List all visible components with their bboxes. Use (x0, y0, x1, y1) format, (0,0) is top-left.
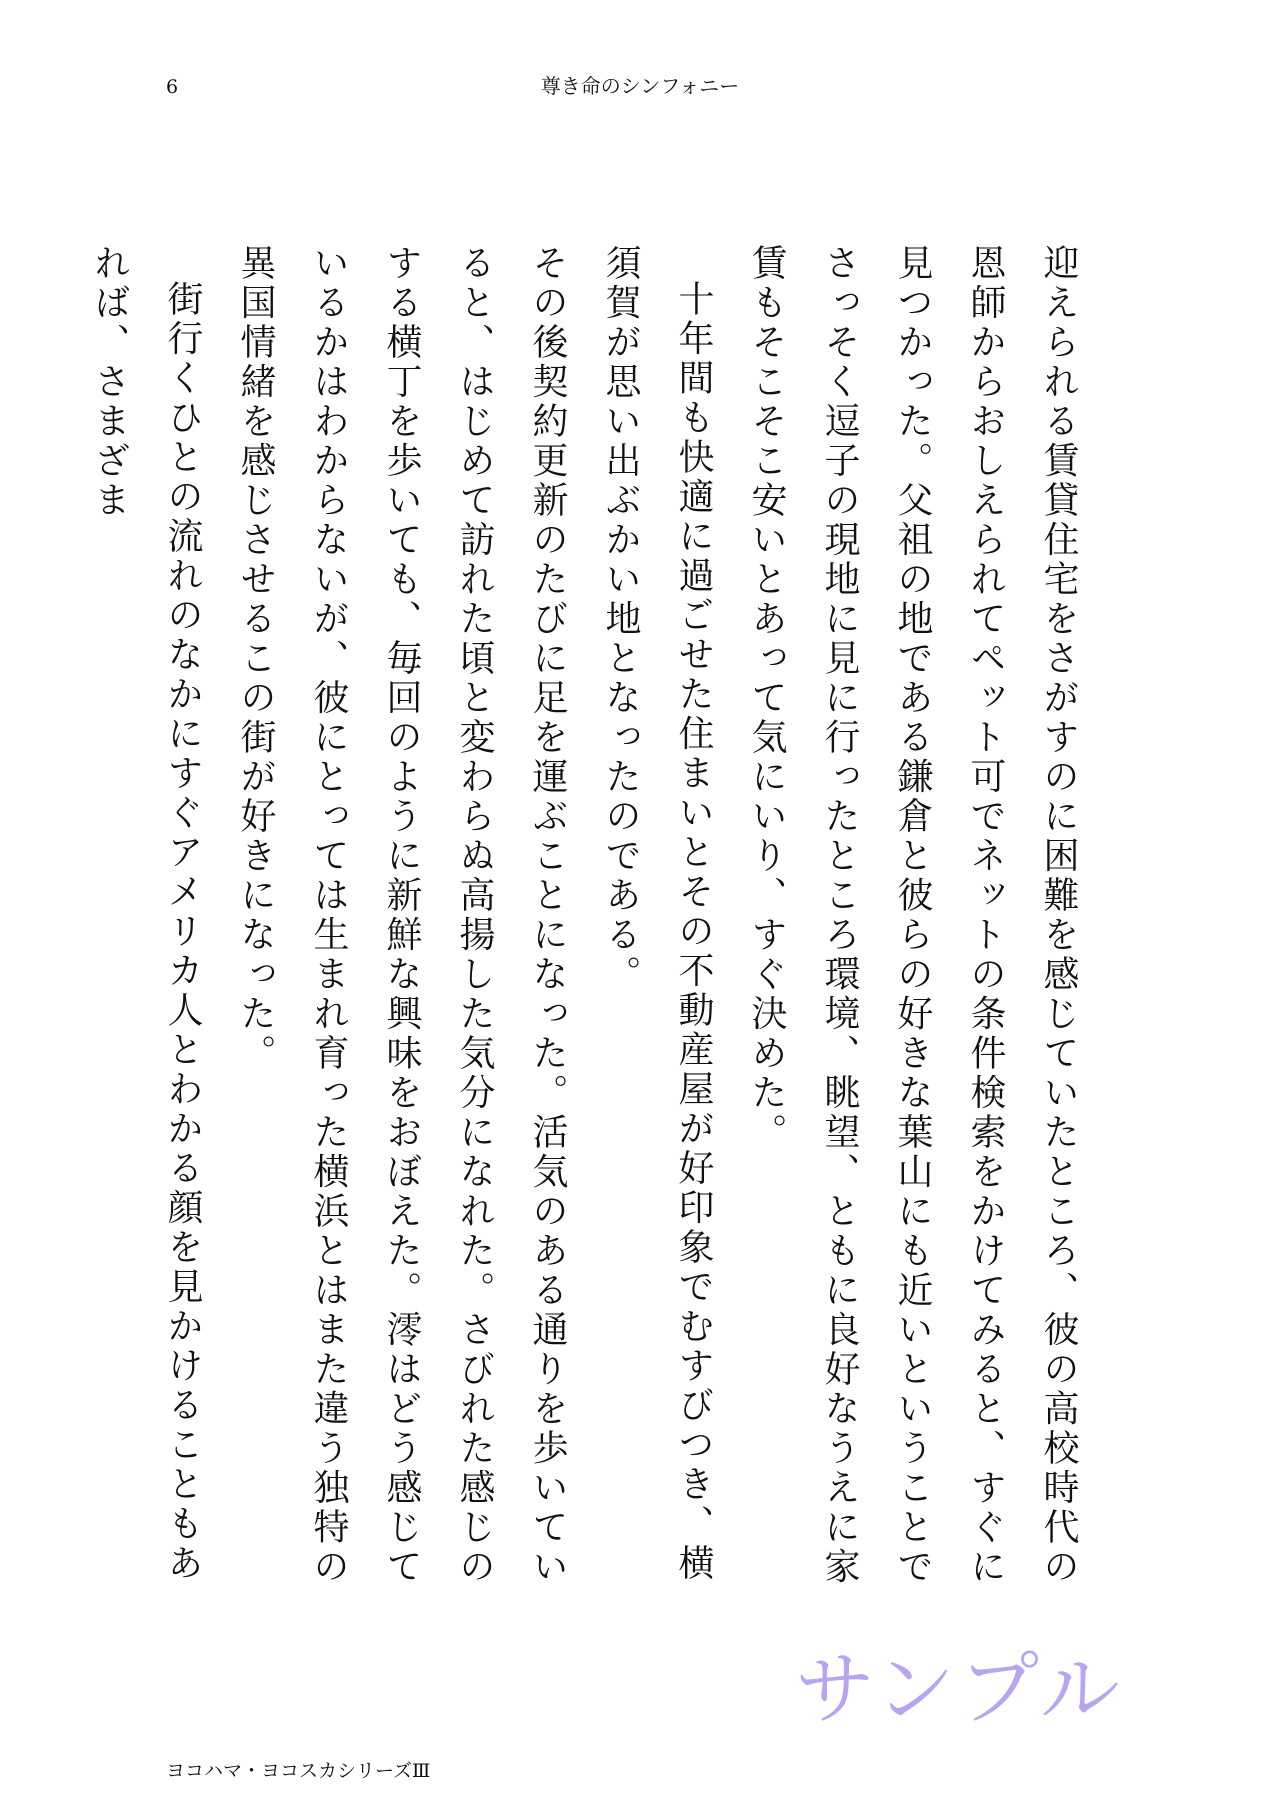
paragraph: 街行くひとの流れのなかにすぐアメリカ人とわかる顔を見かけることもあれば、さまざま (89, 244, 203, 1584)
paragraph: 十年間も快適に過ごせた住まいとその不動産屋が好印象でむすびつき、横須賀が思い出ぶかい地となったのである。 (600, 244, 714, 1584)
sample-watermark: サンプル (795, 1643, 1124, 1736)
running-title: 尊き命のシンフォニー (540, 74, 740, 98)
paragraph: その後契約更新のたびに足を運ぶことになった。活気のある通りを歩いていると、はじめて訪れた頃と変わらぬ高揚した気分になれた。さびれた感じのする横丁を歩いても、毎回のように新鮮な興味をおぼえた。澪はどう感じているかはわからないが、彼にとっては生まれ育った横浜とはまた違う独特の異国情緒を感じさせるこの街が好きになった。 (235, 244, 568, 1587)
series-title: ヨコハマ・ヨコスカシリーズⅢ (166, 1760, 431, 1782)
page-number: 6 (166, 76, 179, 98)
body-text (89, 244, 1095, 1604)
paragraph: 迎えられる賃貸住宅をさがすのに困難を感じていたところ、彼の高校時代の恩師からおしえられてペット可でネットの条件検索をかけてみると、すぐに見つかった。父祖の地である鎌倉と彼らの好きな葉山にも近いということでさっそく逗子の現地に見に行ったところ環境、眺望、ともに良好なうえに家賃もそこそこ安いとあって気にいり、すぐ決めた。 (746, 244, 1079, 1587)
